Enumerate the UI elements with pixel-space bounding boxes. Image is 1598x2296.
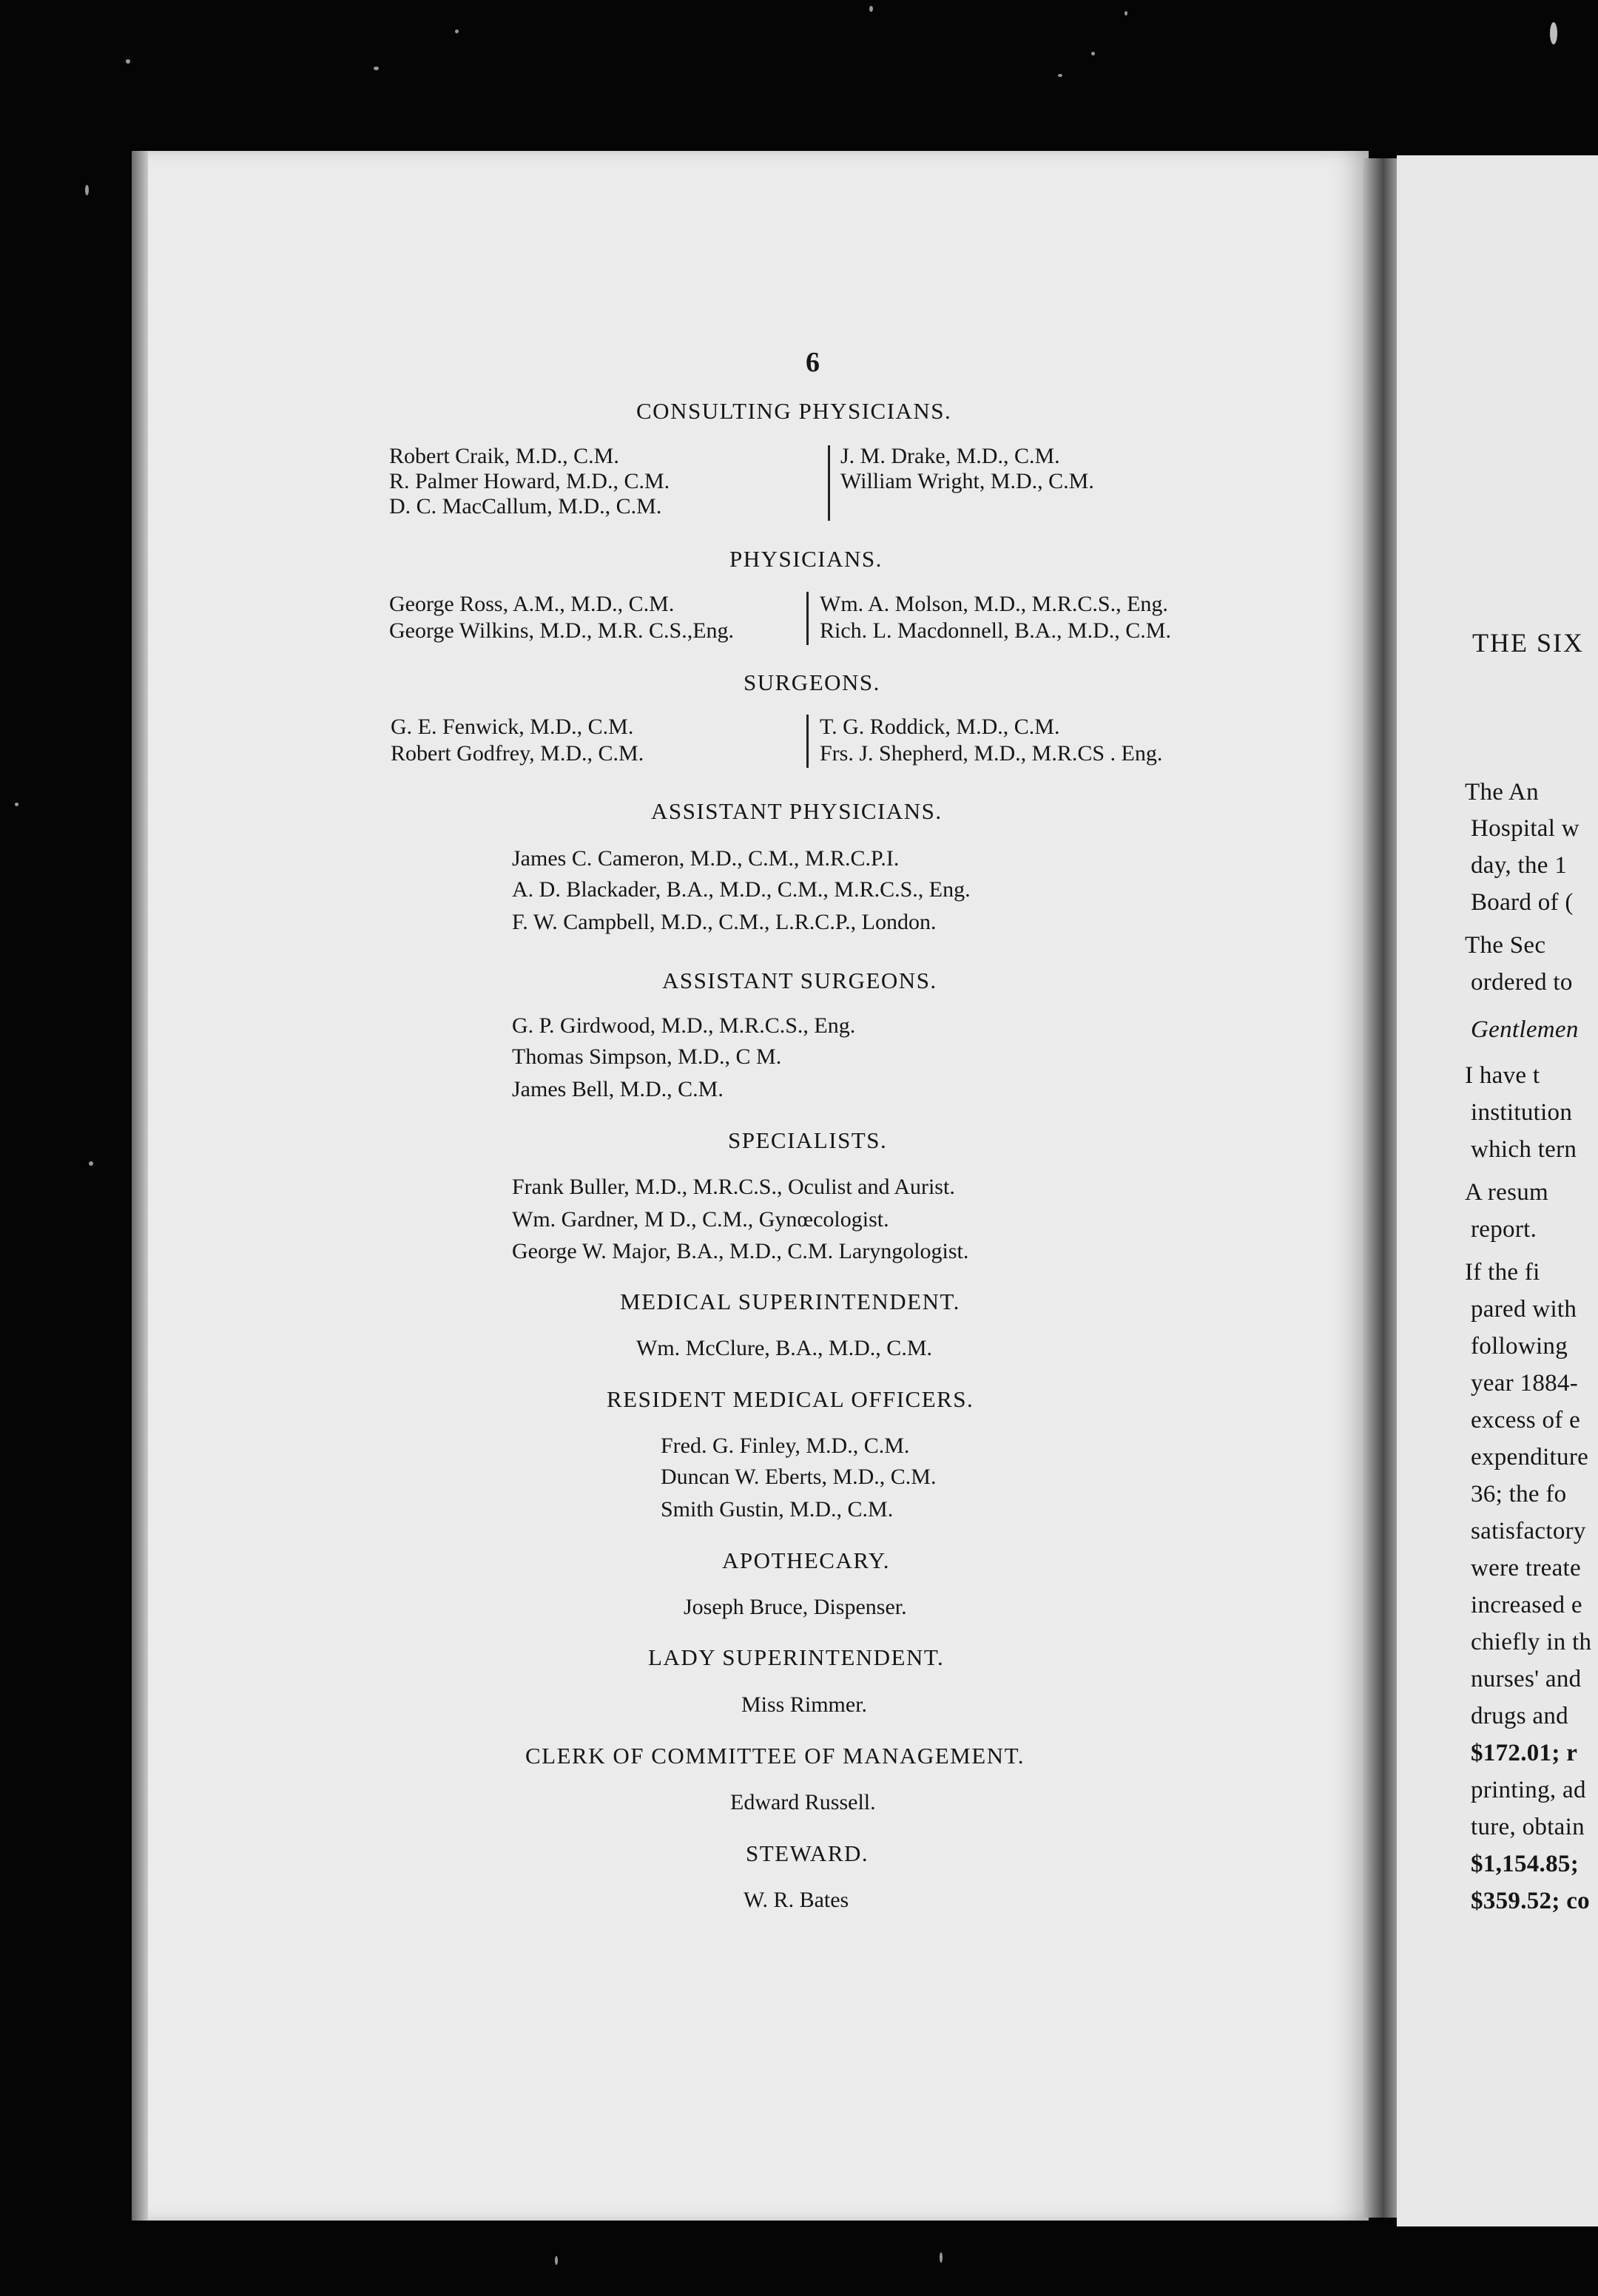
apothecary-name: Joseph Bruce, Dispenser. (684, 1595, 907, 1619)
consulting-physician-name: R. Palmer Howard, M.D., C.M. (389, 469, 670, 493)
right-page-line: which tern (1471, 1136, 1577, 1163)
surgeon-name: Robert Godfrey, M.D., C.M. (391, 741, 644, 766)
specialist-name: George W. Major, B.A., M.D., C.M. Laryngologist. (512, 1239, 969, 1263)
assistant-physician-name: James C. Cameron, M.D., C.M., M.R.C.P.I. (512, 846, 900, 871)
column-divider (806, 592, 809, 645)
surgeon-name: T. G. Roddick, M.D., C.M. (820, 715, 1060, 739)
right-page-heading: THE SIX (1472, 628, 1584, 658)
resident-officer-name: Fred. G. Finley, M.D., C.M. (661, 1434, 910, 1458)
heading-specialists: SPECIALISTS. (728, 1127, 888, 1153)
right-page-line: nurses' and (1471, 1666, 1582, 1692)
assistant-physician-name: F. W. Campbell, M.D., C.M., L.R.C.P., London. (512, 910, 937, 934)
right-page-line: drugs and (1471, 1703, 1568, 1729)
assistant-surgeon-name: James Bell, M.D., C.M. (512, 1077, 724, 1101)
heading-apothecary: APOTHECARY. (722, 1547, 890, 1573)
medical-superintendent-name: Wm. McClure, B.A., M.D., C.M. (636, 1336, 932, 1360)
page-number: 6 (806, 347, 820, 378)
heading-surgeons: SURGEONS. (744, 669, 880, 695)
right-page-line: I have t (1465, 1062, 1540, 1089)
right-page-line: $1,154.85; (1471, 1851, 1579, 1877)
right-page-line: pared with (1471, 1296, 1577, 1323)
heading-physicians: PHYSICIANS. (729, 546, 883, 572)
right-page-line: A resum (1465, 1179, 1549, 1206)
right-page-line: Board of ( (1471, 889, 1574, 916)
resident-officer-name: Duncan W. Eberts, M.D., C.M. (661, 1465, 937, 1489)
book-gutter (1363, 158, 1400, 2218)
steward-name: W. R. Bates (744, 1888, 849, 1912)
clerk-name: Edward Russell. (730, 1790, 876, 1814)
right-page-line: following (1471, 1333, 1568, 1360)
heading-assistant-surgeons: ASSISTANT SURGEONS. (662, 968, 937, 993)
right-page-line: Gentlemen (1471, 1016, 1579, 1043)
right-page-line: ture, obtain (1471, 1814, 1585, 1840)
right-page-line: The An (1465, 779, 1539, 806)
surgeon-name: G. E. Fenwick, M.D., C.M. (391, 715, 634, 739)
right-page-line: day, the 1 (1471, 852, 1568, 879)
right-page-line: If the fi (1465, 1259, 1540, 1286)
consulting-physician-name: J. M. Drake, M.D., C.M. (840, 444, 1060, 468)
right-page-line: were treate (1471, 1555, 1581, 1581)
right-page-line: year 1884- (1471, 1370, 1579, 1397)
resident-officer-name: Smith Gustin, M.D., C.M. (661, 1497, 894, 1522)
physician-name: Wm. A. Molson, M.D., M.R.C.S., Eng. (820, 592, 1168, 616)
heading-clerk-of-committee: CLERK OF COMMITTEE OF MANAGEMENT. (525, 1743, 1025, 1769)
right-page-line: $172.01; r (1471, 1740, 1578, 1766)
heading-resident-medical-officers: RESIDENT MEDICAL OFFICERS. (607, 1386, 974, 1412)
right-page-line: Hospital w (1471, 815, 1580, 842)
column-divider (828, 445, 830, 521)
specialist-name: Frank Buller, M.D., M.R.C.S., Oculist and Aurist. (512, 1175, 955, 1199)
right-page-line: ordered to (1471, 969, 1573, 996)
right-page-line: report. (1471, 1216, 1537, 1243)
right-page-line: expenditure (1471, 1444, 1589, 1471)
right-page-line: institution (1471, 1099, 1573, 1126)
right-page-line: printing, ad (1471, 1777, 1586, 1803)
physician-name: Rich. L. Macdonnell, B.A., M.D., C.M. (820, 618, 1171, 643)
right-page-line: chiefly in th (1471, 1629, 1592, 1655)
right-page-line: The Sec (1465, 932, 1546, 959)
heading-medical-superintendent: MEDICAL SUPERINTENDENT. (620, 1289, 960, 1314)
heading-consulting-physicians: CONSULTING PHYSICIANS. (636, 398, 952, 424)
heading-lady-superintendent: LADY SUPERINTENDENT. (648, 1644, 945, 1670)
assistant-surgeon-name: G. P. Girdwood, M.D., M.R.C.S., Eng. (512, 1013, 856, 1038)
specialist-name: Wm. Gardner, M D., C.M., Gynœcologist. (512, 1207, 889, 1232)
assistant-surgeon-name: Thomas Simpson, M.D., C M. (512, 1044, 782, 1069)
physician-name: George Ross, A.M., M.D., C.M. (389, 592, 675, 616)
right-page-line: satisfactory (1471, 1518, 1586, 1544)
surgeon-name: Frs. J. Shepherd, M.D., M.R.CS . Eng. (820, 741, 1163, 766)
right-page-line: 36; the fo (1471, 1481, 1567, 1507)
lady-superintendent-name: Miss Rimmer. (741, 1692, 868, 1717)
right-page-line: increased e (1471, 1592, 1582, 1618)
heading-assistant-physicians: ASSISTANT PHYSICIANS. (651, 798, 943, 824)
consulting-physician-name: William Wright, M.D., C.M. (840, 469, 1094, 493)
right-page-line: excess of e (1471, 1407, 1581, 1434)
left-page-edge (132, 151, 148, 2221)
consulting-physician-name: Robert Craik, M.D., C.M. (389, 444, 619, 468)
consulting-physician-name: D. C. MacCallum, M.D., C.M. (389, 494, 662, 519)
assistant-physician-name: A. D. Blackader, B.A., M.D., C.M., M.R.C.S., Eng. (512, 877, 971, 902)
physician-name: George Wilkins, M.D., M.R. C.S.,Eng. (389, 618, 735, 643)
heading-steward: STEWARD. (746, 1840, 869, 1866)
right-page-line: $359.52; co (1471, 1888, 1590, 1914)
column-divider (806, 715, 809, 768)
